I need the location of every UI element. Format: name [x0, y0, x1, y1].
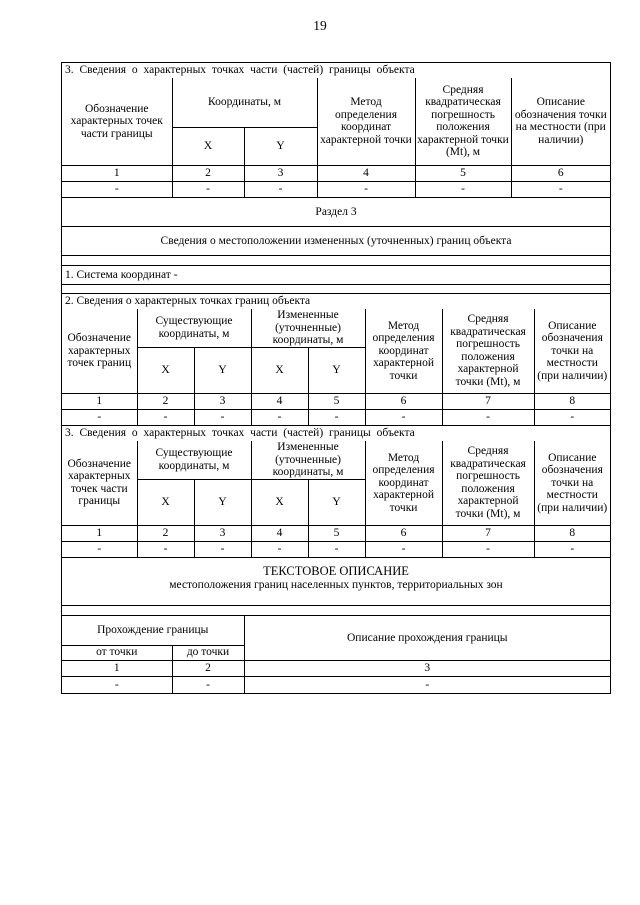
header-accuracy: Средняя квадратическая погрешность положения характерной точки (Mt), м: [442, 441, 534, 525]
header-passage: Прохождение границы: [62, 616, 244, 645]
section-a-table: [62, 78, 610, 197]
section-c-table: [62, 441, 610, 557]
column-number: 1: [62, 525, 137, 541]
column-numbers-row: [62, 393, 610, 409]
header-method: Метод определения координат характерной точки: [365, 441, 442, 525]
cell-value: -: [442, 541, 534, 557]
column-number: 3: [194, 525, 251, 541]
spacer: [62, 284, 610, 293]
document-form: [61, 62, 611, 694]
column-number: 2: [172, 165, 244, 181]
column-number: 2: [137, 525, 194, 541]
column-number: 6: [511, 165, 610, 181]
table-row: [62, 676, 610, 693]
passage-block: [62, 615, 610, 693]
cell-value: -: [62, 181, 172, 197]
column-number: 2: [137, 393, 194, 409]
coordinate-system: 1. Система координат -: [62, 265, 610, 284]
cell-value: -: [172, 676, 244, 693]
section-a-title: 3. Сведения о характерных точках части (частей) границы объекта: [65, 64, 415, 76]
column-number: 4: [251, 393, 308, 409]
header-to-point: до точки: [172, 645, 244, 660]
section-c-title: 3. Сведения о характерных точках части (частей) границы объекта: [65, 427, 415, 439]
header-changed-coordinates: Измененные (уточненные) координаты, м: [251, 441, 365, 479]
column-number: 8: [534, 525, 610, 541]
column-number: 6: [365, 525, 442, 541]
column-number: 3: [244, 660, 610, 676]
header-method: Метод определения координат характерной точки: [365, 309, 442, 393]
header-y: Y: [194, 479, 251, 525]
header-designation: Обозначение характерных точек части границы: [62, 78, 172, 165]
spacer: [62, 255, 610, 265]
table-row: [62, 541, 610, 557]
column-number: 4: [251, 525, 308, 541]
table-row: [62, 409, 610, 425]
cell-value: -: [308, 541, 365, 557]
header-y: Y: [308, 479, 365, 525]
cell-value: -: [308, 409, 365, 425]
header-designation: Обозначение характерных точек границ: [62, 309, 137, 393]
section-b-title: 2. Сведения о характерных точках границ объекта: [65, 295, 311, 307]
spacer: [62, 605, 610, 615]
column-number: 2: [172, 660, 244, 676]
column-numbers-row: [62, 165, 610, 181]
cell-value: -: [511, 181, 610, 197]
cell-value: -: [244, 676, 610, 693]
section-b-table: [62, 309, 610, 425]
header-changed-coordinates: Измененные (уточненные) координаты, м: [251, 309, 365, 347]
cell-value: -: [534, 409, 610, 425]
column-number: 3: [244, 165, 317, 181]
cell-value: -: [62, 541, 137, 557]
header-coordinates: Координаты, м: [172, 78, 317, 127]
header-y: Y: [194, 347, 251, 393]
header-from-point: от точки: [62, 645, 172, 660]
section-a-block: [62, 63, 610, 197]
cell-value: -: [365, 541, 442, 557]
section-b-block: [62, 293, 610, 425]
cell-value: -: [365, 409, 442, 425]
column-number: 6: [365, 393, 442, 409]
header-designation: Обозначение характерных точек части границы: [62, 441, 137, 525]
cell-value: -: [251, 409, 308, 425]
column-number: 3: [194, 393, 251, 409]
table-row: [62, 181, 610, 197]
header-description: Описание обозначения точки на местности (при наличии): [511, 78, 610, 165]
column-number: 5: [308, 525, 365, 541]
section-c-block: [62, 425, 610, 557]
cell-value: -: [244, 181, 317, 197]
section-subheading: Сведения о местоположении измененных (уточненных) границ объекта: [62, 226, 610, 255]
header-x: X: [251, 479, 308, 525]
text-description-heading: [62, 557, 610, 605]
header-x: X: [137, 479, 194, 525]
cell-value: -: [172, 181, 244, 197]
header-y: Y: [308, 347, 365, 393]
cell-value: -: [317, 181, 415, 197]
cell-value: -: [194, 409, 251, 425]
header-passage-description: Описание прохождения границы: [244, 616, 610, 660]
column-number: 1: [62, 393, 137, 409]
column-number: 8: [534, 393, 610, 409]
header-x: X: [172, 127, 244, 165]
column-number: 4: [317, 165, 415, 181]
header-x: X: [251, 347, 308, 393]
column-number: 5: [415, 165, 511, 181]
page-number: 19: [313, 18, 327, 33]
cell-value: -: [137, 541, 194, 557]
passage-table: [62, 616, 610, 693]
text-description-title: ТЕКСТОВОЕ ОПИСАНИЕ: [263, 564, 409, 578]
column-numbers-row: [62, 525, 610, 541]
cell-value: -: [251, 541, 308, 557]
header-existing-coordinates: Существующие координаты, м: [137, 441, 251, 479]
cell-value: -: [442, 409, 534, 425]
section-heading: Раздел 3: [62, 197, 610, 226]
column-number: 5: [308, 393, 365, 409]
header-accuracy: Средняя квадратическая погрешность положения характерной точки (Mt), м: [415, 78, 511, 165]
header-y: Y: [244, 127, 317, 165]
header-x: X: [137, 347, 194, 393]
cell-value: -: [137, 409, 194, 425]
header-description: Описание обозначения точки на местности (при наличии): [534, 309, 610, 393]
cell-value: -: [534, 541, 610, 557]
header-accuracy: Средняя квадратическая погрешность положения характерной точки (Mt), м: [442, 309, 534, 393]
header-description: Описание обозначения точки на местности (при наличии): [534, 441, 610, 525]
cell-value: -: [62, 409, 137, 425]
header-method: Метод определения координат характерной точки: [317, 78, 415, 165]
cell-value: -: [194, 541, 251, 557]
header-existing-coordinates: Существующие координаты, м: [137, 309, 251, 347]
cell-value: -: [415, 181, 511, 197]
column-number: 7: [442, 393, 534, 409]
column-number: 1: [62, 165, 172, 181]
column-number: 1: [62, 660, 172, 676]
column-number: 7: [442, 525, 534, 541]
cell-value: -: [62, 676, 172, 693]
column-numbers-row: [62, 660, 610, 676]
text-description-subtitle: местоположения границ населенных пунктов, территориальных зон: [169, 579, 503, 591]
